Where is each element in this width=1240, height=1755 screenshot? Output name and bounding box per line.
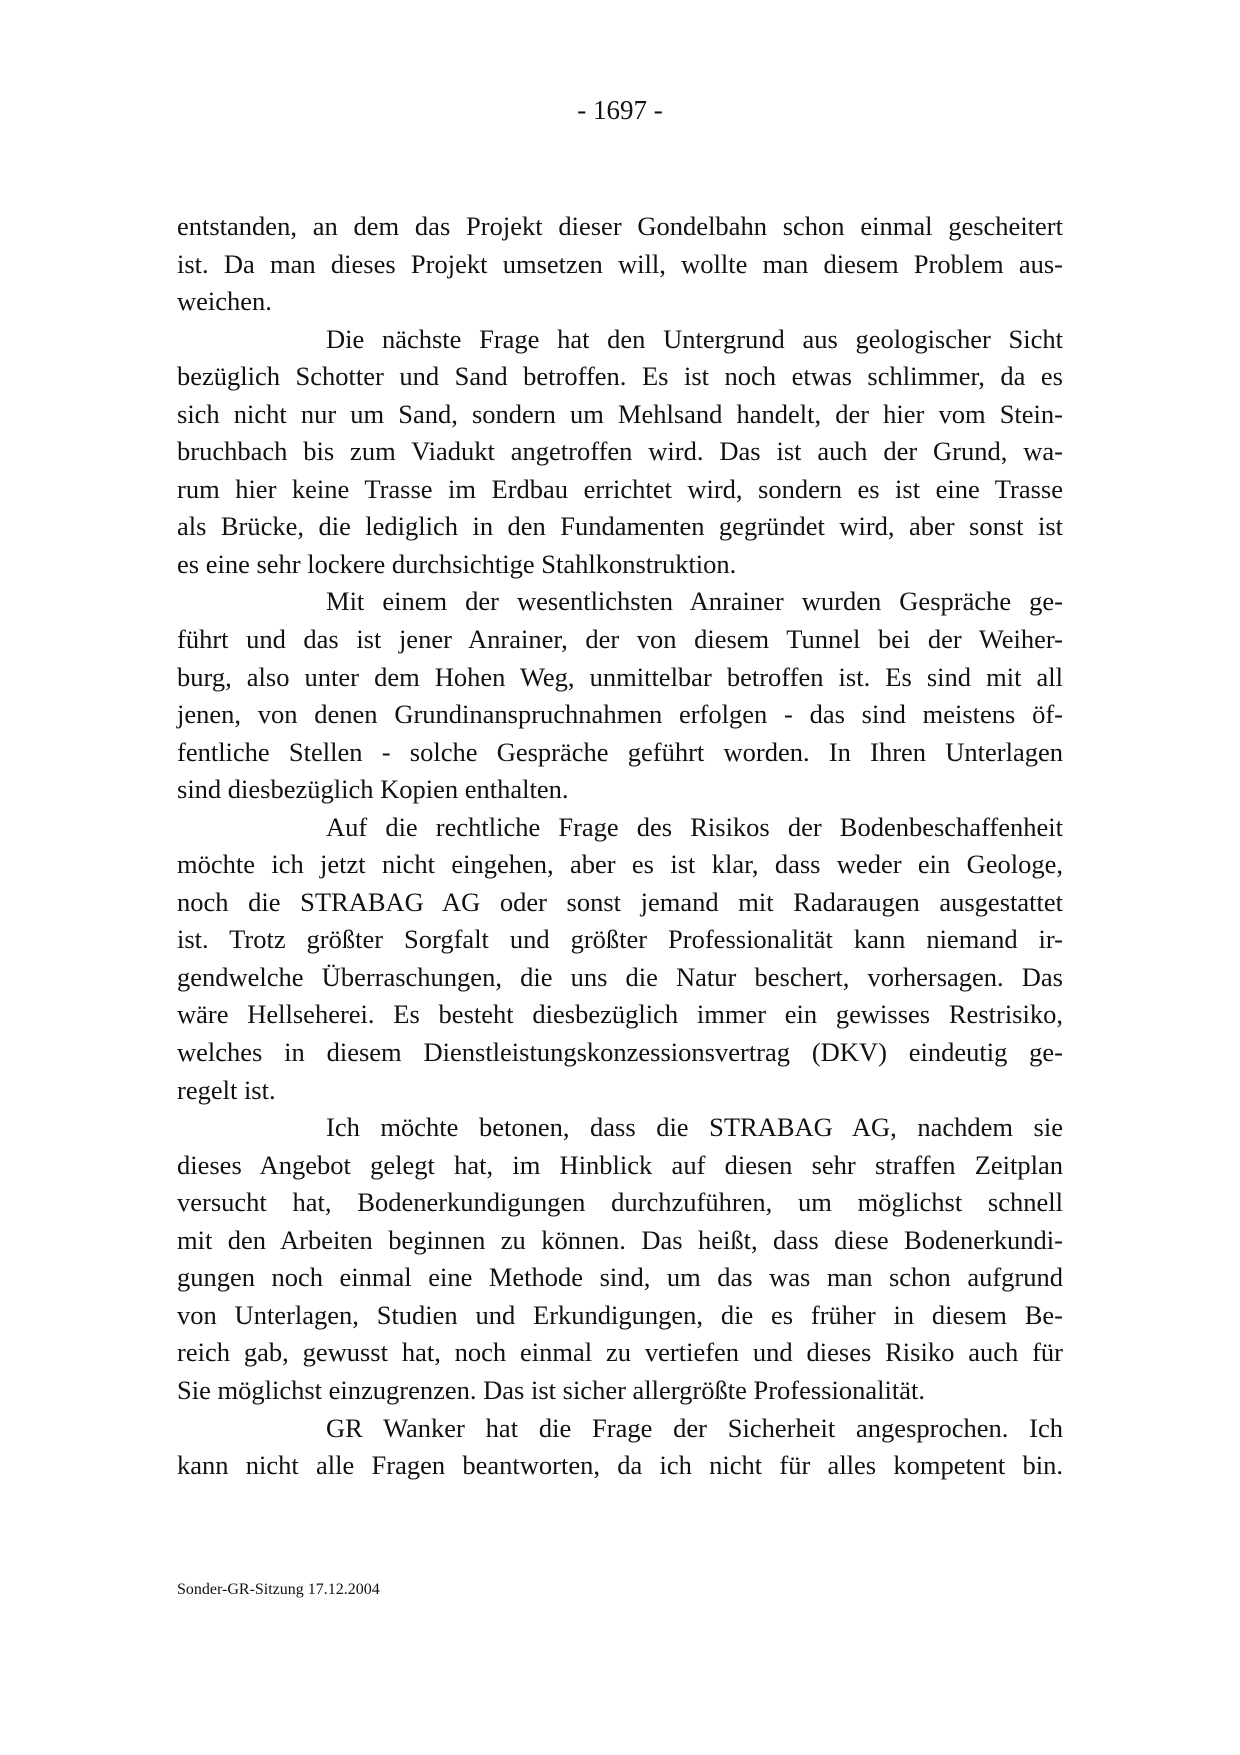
text-line: dieses Angebot gelegt hat, im Hinblick auf diesen sehr straffen Zeitplan [177, 1149, 1063, 1180]
footer-session-label: Sonder-GR-Sitzung 17.12.2004 [177, 1581, 380, 1598]
text-line: noch die STRABAG AG oder sonst jemand mit Radaraugen ausgestattet [177, 886, 1063, 917]
text-line: rum hier keine Trasse im Erdbau errichtet wird, sondern es ist eine Trasse [177, 473, 1063, 504]
text-line: entstanden, an dem das Projekt dieser Gondelbahn schon einmal gescheitert [177, 211, 1063, 241]
paragraph-start-line: GR Wanker hat die Frage der Sicherheit angesprochen. Ich [326, 1412, 1063, 1443]
text-line: von Unterlagen, Studien und Erkundigungen, die es früher in diesem Be- [177, 1299, 1063, 1330]
paragraph-start-line: Die nächste Frage hat den Untergrund aus geologischer Sicht [326, 323, 1063, 354]
text-line: als Brücke, die lediglich in den Fundamenten gegründet wird, aber sonst ist [177, 511, 1063, 542]
text-line: kann nicht alle Fragen beantworten, da ich nicht für alles kompetent bin. [177, 1450, 1063, 1481]
text-line: mit den Arbeiten beginnen zu können. Das heißt, dass diese Bodenerkundi- [177, 1224, 1063, 1255]
text-line: regelt ist. [177, 1074, 276, 1105]
text-line: ist. Da man dieses Projekt umsetzen will, wollte man diesem Problem aus- [177, 248, 1063, 279]
text-line: sich nicht nur um Sand, sondern um Mehlsand handelt, der hier vom Stein- [177, 398, 1063, 429]
text-line: reich gab, gewusst hat, noch einmal zu vertiefen und dieses Risiko auch für [177, 1337, 1063, 1368]
text-line: sind diesbezüglich Kopien enthalten. [177, 774, 569, 805]
paragraph-start-line: Auf die rechtliche Frage des Risikos der Bodenbeschaffenheit [326, 811, 1063, 842]
text-line: ist. Trotz größter Sorgfalt und größter Professionalität kann niemand ir- [177, 924, 1063, 955]
text-line: es eine sehr lockere durchsichtige Stahlkonstruktion. [177, 548, 737, 579]
text-line: gendwelche Überraschungen, die uns die Natur beschert, vorhersagen. Das [177, 961, 1063, 992]
text-line: möchte ich jetzt nicht eingehen, aber es ist klar, dass weder ein Geologe, [177, 849, 1063, 880]
text-line: Sie möglichst einzugrenzen. Das ist sicher allergrößte Professionalität. [177, 1374, 925, 1405]
text-line: fentliche Stellen - solche Gespräche geführt worden. In Ihren Unterlagen [177, 736, 1063, 767]
text-line: jenen, von denen Grundinanspruchnahmen erfolgen - das sind meistens öf- [177, 699, 1063, 730]
paragraph-start-line: Mit einem der wesentlichsten Anrainer wurden Gespräche ge- [326, 586, 1063, 617]
paragraph-start-line: Ich möchte betonen, dass die STRABAG AG, nachdem sie [326, 1112, 1063, 1143]
text-line: bruchbach bis zum Viadukt angetroffen wird. Das ist auch der Grund, wa- [177, 436, 1063, 467]
text-line: burg, also unter dem Hohen Weg, unmittelbar betroffen ist. Es sind mit all [177, 661, 1063, 692]
text-line: wäre Hellseherei. Es besteht diesbezüglich immer ein gewisses Restrisiko, [177, 999, 1063, 1030]
text-line: gungen noch einmal eine Methode sind, um das was man schon aufgrund [177, 1262, 1063, 1293]
text-line: weichen. [177, 286, 272, 317]
text-line: bezüglich Schotter und Sand betroffen. Es ist noch etwas schlimmer, da es [177, 361, 1063, 392]
body-text [177, 208, 1063, 1485]
text-line: führt und das ist jener Anrainer, der von diesem Tunnel bei der Weiher- [177, 624, 1063, 655]
text-line: welches in diesem Dienstleistungskonzessionsvertrag (DKV) eindeutig ge- [177, 1037, 1063, 1068]
page-number: - 1697 - [577, 95, 663, 125]
text-line: versucht hat, Bodenerkundigungen durchzuführen, um möglichst schnell [177, 1187, 1063, 1218]
